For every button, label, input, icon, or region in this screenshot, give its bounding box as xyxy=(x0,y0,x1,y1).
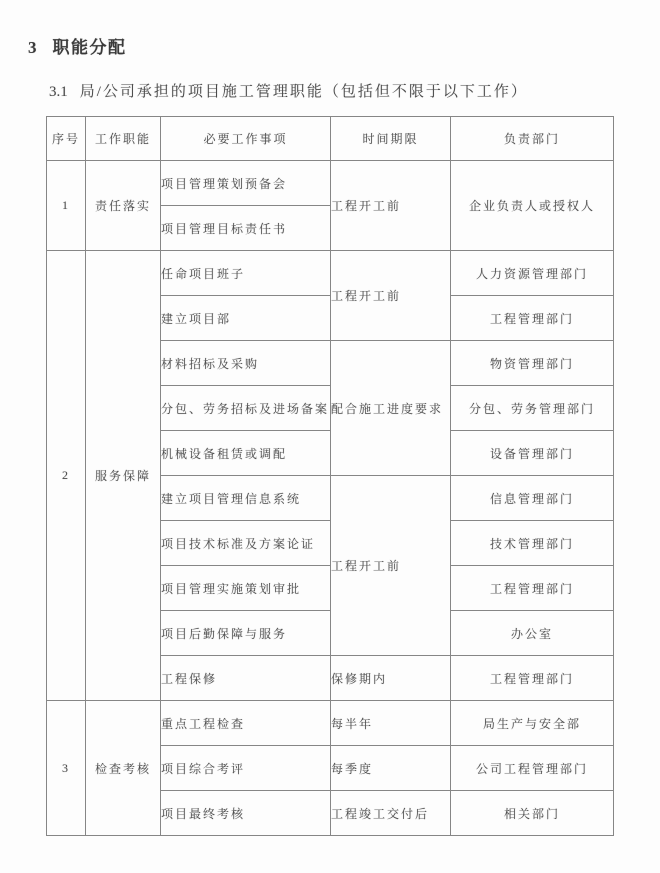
section-title: 职能分配 xyxy=(52,38,127,57)
col-header-task: 必要工作事项 xyxy=(161,117,331,161)
cell-function: 服务保障 xyxy=(86,251,161,701)
cell-dept: 相关部门 xyxy=(451,791,614,836)
col-header-function: 工作职能 xyxy=(86,117,161,161)
cell-time: 每季度 xyxy=(331,746,451,791)
cell-time: 工程开工前 xyxy=(331,161,451,251)
cell-no: 1 xyxy=(47,161,86,251)
cell-task: 工程保修 xyxy=(161,656,331,701)
cell-time: 工程竣工交付后 xyxy=(331,791,451,836)
cell-time: 保修期内 xyxy=(331,656,451,701)
cell-task: 重点工程检查 xyxy=(161,701,331,746)
cell-dept: 分包、劳务管理部门 xyxy=(451,386,614,431)
cell-time: 配合施工进度要求 xyxy=(331,341,451,476)
cell-task: 项目后勤保障与服务 xyxy=(161,611,331,656)
cell-dept: 工程管理部门 xyxy=(451,296,614,341)
cell-dept: 企业负责人或授权人 xyxy=(451,161,614,251)
subsection-heading xyxy=(0,58,660,101)
cell-task: 项目管理目标责任书 xyxy=(161,206,331,251)
cell-dept: 工程管理部门 xyxy=(451,656,614,701)
cell-task: 分包、劳务招标及进场备案 xyxy=(161,386,331,431)
section-number: 3 xyxy=(28,38,37,57)
table-row xyxy=(47,701,614,746)
subsection-title: 局/公司承担的项目施工管理职能（包括但不限于以下工作） xyxy=(79,84,528,100)
cell-time: 工程开工前 xyxy=(331,476,451,656)
cell-dept: 信息管理部门 xyxy=(451,476,614,521)
cell-task: 项目最终考核 xyxy=(161,791,331,836)
cell-task: 材料招标及采购 xyxy=(161,341,331,386)
cell-no: 3 xyxy=(47,701,86,836)
cell-function: 责任落实 xyxy=(86,161,161,251)
col-header-dept: 负责部门 xyxy=(451,117,614,161)
col-header-time: 时间期限 xyxy=(331,117,451,161)
table-header-row xyxy=(47,117,614,161)
cell-task: 任命项目班子 xyxy=(161,251,331,296)
cell-dept: 技术管理部门 xyxy=(451,521,614,566)
col-header-no: 序号 xyxy=(47,117,86,161)
cell-function: 检查考核 xyxy=(86,701,161,836)
cell-task: 项目管理实施策划审批 xyxy=(161,566,331,611)
cell-task: 机械设备租赁或调配 xyxy=(161,431,331,476)
cell-dept: 局生产与安全部 xyxy=(451,701,614,746)
cell-no: 2 xyxy=(47,251,86,701)
cell-dept: 物资管理部门 xyxy=(451,341,614,386)
cell-task: 项目管理策划预备会 xyxy=(161,161,331,206)
cell-time: 每半年 xyxy=(331,701,451,746)
cell-dept: 办公室 xyxy=(451,611,614,656)
cell-dept: 工程管理部门 xyxy=(451,566,614,611)
cell-dept: 公司工程管理部门 xyxy=(451,746,614,791)
cell-task: 项目技术标准及方案论证 xyxy=(161,521,331,566)
cell-task: 建立项目管理信息系统 xyxy=(161,476,331,521)
cell-dept: 人力资源管理部门 xyxy=(451,251,614,296)
function-allocation-table xyxy=(46,116,614,836)
subsection-number: 3.1 xyxy=(49,84,68,100)
cell-task: 建立项目部 xyxy=(161,296,331,341)
table-row xyxy=(47,251,614,296)
cell-task: 项目综合考评 xyxy=(161,746,331,791)
section-heading xyxy=(0,0,660,58)
table-row xyxy=(47,161,614,206)
cell-dept: 设备管理部门 xyxy=(451,431,614,476)
cell-time: 工程开工前 xyxy=(331,251,451,341)
